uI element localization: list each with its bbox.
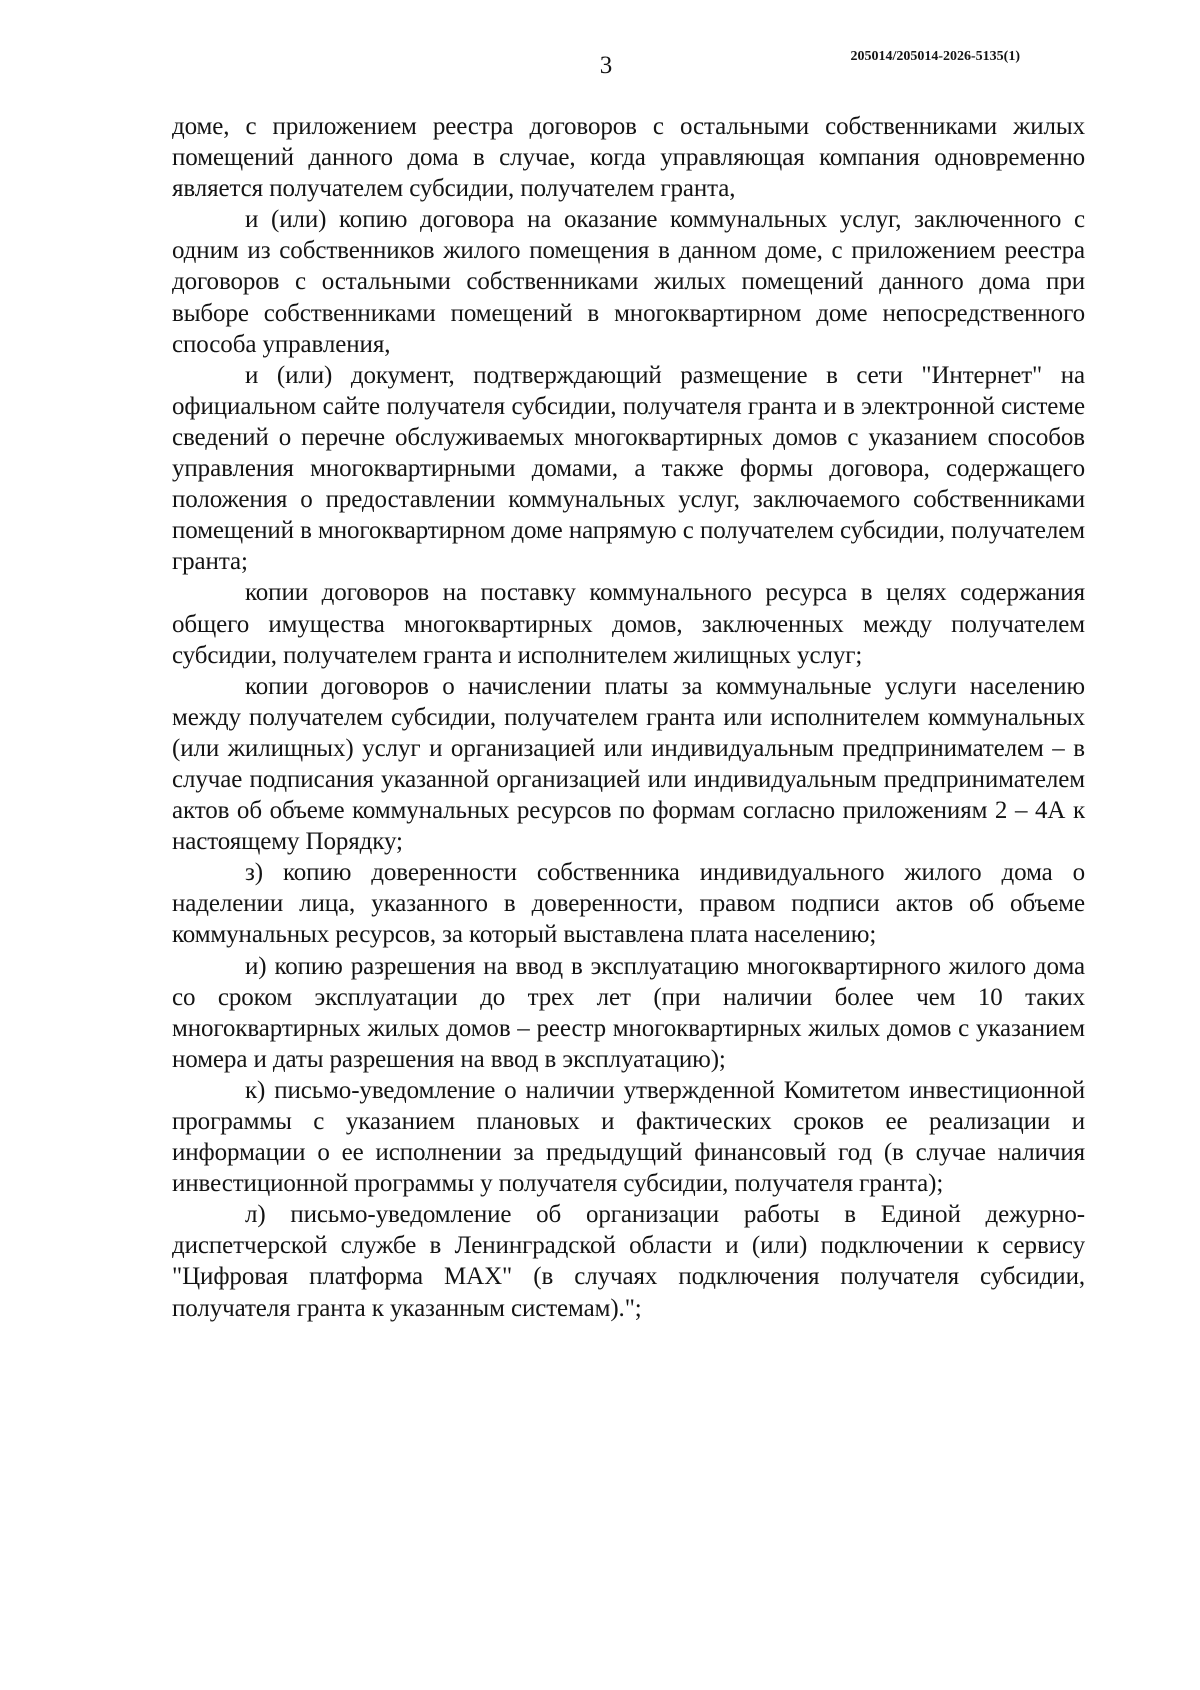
- paragraph-item-k-investment-program: к) письмо-уведомление о наличии утвержденной Комитетом инвестиционной программы с указанием плановых и фактических сроков ее реализации и информации о ее исполнении за предыдущий финансовый год (в случае наличия инвестиционной программы у получателя субсидии, получателя гранта);: [172, 1076, 1085, 1198]
- document-body: [172, 111, 1085, 1324]
- page-number: 3: [599, 52, 613, 79]
- paragraph-item-i-commissioning-permit: и) копию разрешения на ввод в эксплуатацию многоквартирного жилого дома со сроком эксплуатации до трех лет (при наличии более чем 10 таких многоквартирных жилых домов – реестр многоквартирных жилых домов с указанием номера и даты разрешения на ввод в эксплуатацию);: [172, 952, 1085, 1073]
- document-id: 205014/205014-2026-5135(1): [850, 49, 1020, 64]
- paragraph-utility-contract-copy: и (или) копию договора на оказание коммунальных услуг, заключенного с одним из собственников жилого помещения в данном доме, с приложением реестра договоров с остальными собственниками жилых помещений данного дома при выборе собственниками помещений в многоквартирном доме непосредственного способа управления,: [172, 206, 1085, 358]
- paragraph-item-l-dispatch-service: л) письмо-уведомление об организации работы в Единой дежурно-диспетчерской службе в Ленинградской области и (или) подключении к сервису "Цифровая платформа МАХ" (в случаях подключения получателя субсидии, получателя гранта к указанным системам).";: [172, 1201, 1085, 1322]
- paragraph-internet-posting-document: и (или) документ, подтверждающий размещение в сети "Интернет" на официальном сайте получателя субсидии, получателя гранта и в электронной системе сведений о перечне обслуживаемых многоквартирных домов с указанием способов управления многоквартирными домами, а также формы договора, содержащего положения о предоставлении коммунальных услуг, заключаемого собственниками помещений в многоквартирном доме напрямую с получателем субсидии, получателем гранта;: [172, 361, 1085, 576]
- paragraph-billing-contracts: копии договоров о начислении платы за коммунальные услуги населению между получателем субсидии, получателем гранта или исполнителем коммунальных (или жилищных) услуг и организацией или индивидуальным предпринимателем – в случае подписания указанной организацией или индивидуальным предпринимателем актов об объеме коммунальных ресурсов по формам согласно приложениям 2 – 4А к настоящему Порядку;: [172, 672, 1085, 856]
- paragraph-continuation: доме, с приложением реестра договоров с остальными собственниками жилых помещений данного дома в случае, когда управляющая компания одновременно является получателем субсидии, получателем гранта,: [172, 113, 1085, 203]
- paragraph-item-z-power-of-attorney: з) копию доверенности собственника индивидуального жилого дома о наделении лица, указанного в доверенности, правом подписи актов об объеме коммунальных ресурсов, за который выставлена плата населению;: [172, 859, 1085, 949]
- paragraph-resource-supply-contracts: копии договоров на поставку коммунального ресурса в целях содержания общего имущества многоквартирных домов, заключенных между получателем субсидии, получателем гранта и исполнителем жилищных услуг;: [172, 579, 1085, 669]
